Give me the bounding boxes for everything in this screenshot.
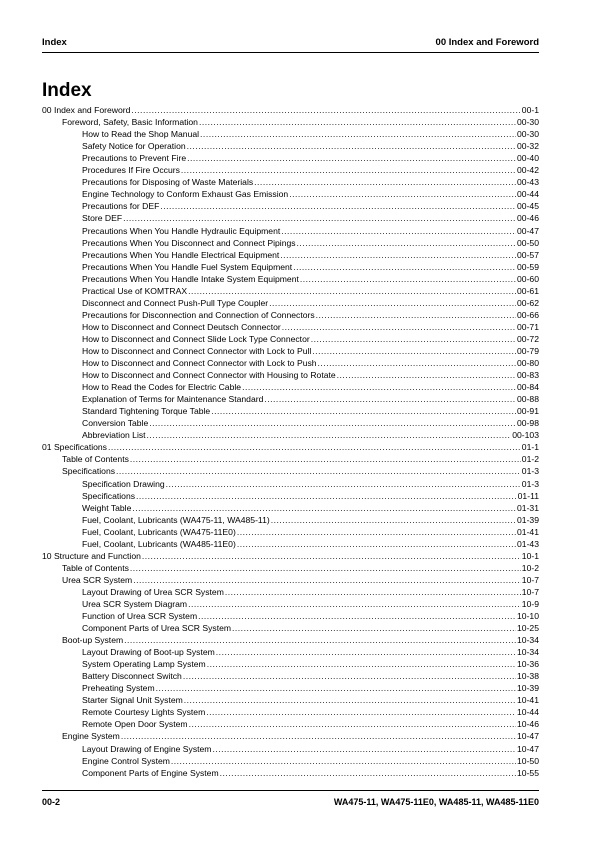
page-footer	[42, 797, 539, 807]
index-entry[interactable]	[42, 610, 539, 622]
index-entry-page: 10-39	[517, 683, 539, 694]
dot-leader	[187, 152, 516, 164]
dot-leader	[211, 405, 516, 417]
dot-leader	[171, 755, 516, 767]
index-entry-label: Weight Table	[82, 502, 132, 513]
index-entry-label: Fuel, Coolant, Lubricants (WA485-11E0)	[82, 538, 236, 549]
index-entry[interactable]	[42, 767, 539, 779]
index-entry-page: 10-47	[517, 731, 539, 742]
index-entry-page: 10-41	[517, 695, 539, 706]
index-entry-page: 00-45	[517, 201, 539, 212]
index-entry-label: Procedures If Fire Occurs	[82, 165, 180, 176]
index-entry[interactable]	[42, 477, 539, 489]
dot-leader	[108, 441, 521, 453]
dot-leader	[254, 176, 516, 188]
index-entry[interactable]	[42, 755, 539, 767]
index-entry-label: How to Read the Shop Manual	[82, 129, 200, 140]
index-entry-page: 01-39	[517, 514, 539, 525]
index-entry[interactable]	[42, 188, 539, 200]
index-entry-label: Precautions for DEF	[82, 201, 160, 212]
index-entry[interactable]	[42, 453, 539, 465]
index-entry-label: Foreword, Safety, Basic Information	[62, 117, 198, 128]
index-entry-page: 10-38	[517, 671, 539, 682]
index-entry[interactable]	[42, 321, 539, 333]
index-entry-page: 01-31	[517, 502, 539, 513]
dot-leader	[187, 140, 516, 152]
index-entry-page: 00-47	[517, 225, 539, 236]
index-entry[interactable]	[42, 514, 539, 526]
index-entry[interactable]	[42, 550, 539, 562]
index-entry-label: Component Parts of Engine System	[82, 767, 219, 778]
index-entry[interactable]	[42, 706, 539, 718]
index-entry[interactable]	[42, 152, 539, 164]
dot-leader	[136, 490, 517, 502]
index-entry[interactable]	[42, 381, 539, 393]
index-entry-page: 01-43	[517, 538, 539, 549]
index-entry-page: 00-84	[517, 382, 539, 393]
index-entry[interactable]	[42, 224, 539, 236]
index-entry-page: 00-32	[517, 141, 539, 152]
dot-leader	[160, 200, 516, 212]
index-entry-page: 00-30	[517, 117, 539, 128]
index-entry[interactable]	[42, 574, 539, 586]
dot-leader	[149, 417, 516, 429]
index-entry-label: Engine Technology to Conform Exhaust Gas Emission	[82, 189, 289, 200]
index-entry-label: Remote Courtesy Lights System	[82, 707, 206, 718]
index-entry-page: 00-88	[517, 394, 539, 405]
index-entry-page: 10-7	[521, 574, 539, 585]
index-entry-label: Boot-up System	[62, 635, 124, 646]
index-entry[interactable]	[42, 164, 539, 176]
index-entry-page: 00-44	[517, 189, 539, 200]
index-entry[interactable]	[42, 237, 539, 249]
index-entry-page: 00-59	[517, 261, 539, 272]
index-entry-label: Precautions for Disconnection and Connection of Connectors	[82, 309, 315, 320]
index-entry-label: Precautions When You Handle Fuel System Equipment	[82, 261, 293, 272]
index-entry[interactable]	[42, 742, 539, 754]
index-entry-page: 10-1	[521, 550, 539, 561]
dot-leader	[264, 393, 516, 405]
index-entry-page: 01-41	[517, 526, 539, 537]
index-entry-page: 10-47	[517, 743, 539, 754]
index-entry-page: 00-103	[512, 430, 539, 441]
index-entry-label: Store DEF	[82, 213, 123, 224]
index-entry[interactable]	[42, 116, 539, 128]
dot-leader	[188, 285, 516, 297]
index-entry-label: Layout Drawing of Engine System	[82, 743, 212, 754]
index-entry-label: Explanation of Terms for Maintenance Standard	[82, 394, 264, 405]
dot-leader	[142, 550, 521, 562]
index-entry[interactable]	[42, 562, 539, 574]
page-number: 00-2	[42, 797, 61, 807]
dot-leader	[130, 453, 521, 465]
index-entry[interactable]	[42, 634, 539, 646]
index-entry-label: How to Disconnect and Connect Connector with Lock to Pull	[82, 345, 312, 356]
dot-leader	[232, 622, 516, 634]
dot-leader	[300, 273, 516, 285]
index-entry[interactable]	[42, 417, 539, 429]
dot-leader	[188, 598, 521, 610]
index-entry[interactable]	[42, 128, 539, 140]
index-entry[interactable]	[42, 622, 539, 634]
index-entry-label: Disconnect and Connect Push-Pull Type Coupler	[82, 297, 269, 308]
index-entry-page: 10-9	[521, 598, 539, 609]
index-entry-page: 10-10	[517, 611, 539, 622]
dot-leader	[289, 188, 516, 200]
index-entry-page: 00-80	[517, 358, 539, 369]
index-entry-page: 01-11	[517, 490, 539, 501]
index-entry-label: Urea SCR System Diagram	[82, 598, 188, 609]
dot-leader	[282, 321, 516, 333]
index-entry-page: 10-34	[517, 647, 539, 658]
dot-leader	[242, 381, 516, 393]
index-entry[interactable]	[42, 718, 539, 730]
index-entry-label: Precautions When You Handle Hydraulic Equipment	[82, 225, 281, 236]
index-entry-page: 00-46	[517, 213, 539, 224]
index-entry-page: 00-1	[521, 105, 539, 116]
dot-leader	[121, 730, 516, 742]
index-entry-label: Component Parts of Urea SCR System	[82, 623, 232, 634]
dot-leader	[220, 767, 516, 779]
index-entry[interactable]	[42, 658, 539, 670]
dot-leader	[133, 574, 521, 586]
dot-leader	[147, 429, 512, 441]
index-entry-label: Table of Contents	[62, 562, 129, 573]
index-entry[interactable]	[42, 333, 539, 345]
index-entry-label: Abbreviation List	[82, 430, 146, 441]
dot-leader	[293, 261, 516, 273]
dot-leader	[130, 562, 521, 574]
dot-leader	[200, 128, 516, 140]
index-entry[interactable]	[42, 502, 539, 514]
index-entry-page: 10-50	[517, 755, 539, 766]
index-entry-label: Engine Control System	[82, 755, 170, 766]
index-entry-page: 01-2	[521, 454, 539, 465]
index-entry-page: 01-3	[521, 478, 539, 489]
dot-leader	[131, 104, 520, 116]
index-entry[interactable]	[42, 538, 539, 550]
index-entry[interactable]	[42, 405, 539, 417]
index-entry-page: 00-91	[517, 406, 539, 417]
index-entry-label: Precautions When You Disconnect and Connect Pipings	[82, 237, 296, 248]
index-entry-page: 10-55	[517, 767, 539, 778]
index-entry-label: Engine System	[62, 731, 120, 742]
dot-leader	[316, 309, 516, 321]
dot-leader	[280, 249, 516, 261]
index-entry-label: Precautions for Disposing of Waste Materials	[82, 177, 254, 188]
dot-leader	[237, 538, 516, 550]
index-entry-label: How to Read the Codes for Electric Cable	[82, 382, 242, 393]
index-entry[interactable]	[42, 490, 539, 502]
index-entry-page: 00-72	[517, 333, 539, 344]
index-entry-page: 10-25	[517, 623, 539, 634]
index-entry[interactable]	[42, 309, 539, 321]
dot-leader	[156, 682, 516, 694]
dot-leader	[199, 116, 516, 128]
index-entry-label: 10 Structure and Function	[42, 550, 141, 561]
index-entry-page: 00-40	[517, 153, 539, 164]
index-entry-page: 10-36	[517, 659, 539, 670]
index-entry-page: 00-61	[517, 285, 539, 296]
index-entry-page: 00-42	[517, 165, 539, 176]
dot-leader	[312, 345, 516, 357]
index-entry-label: System Operating Lamp System	[82, 659, 206, 670]
index-entry-label: Fuel, Coolant, Lubricants (WA475-11E0)	[82, 526, 236, 537]
index-entry-page: 00-79	[517, 345, 539, 356]
header-divider	[42, 52, 539, 53]
dot-leader	[311, 333, 516, 345]
index-entry[interactable]	[42, 441, 539, 453]
index-entry-label: Remote Open Door System	[82, 719, 188, 730]
index-entry-label: Table of Contents	[62, 454, 129, 465]
dot-leader	[116, 465, 521, 477]
index-entry[interactable]	[42, 249, 539, 261]
index-entry-label: Specifications	[82, 490, 136, 501]
index-entry[interactable]	[42, 586, 539, 598]
index-entry-label: Precautions When You Handle Electrical Equipment	[82, 249, 280, 260]
dot-leader	[206, 706, 516, 718]
index-entry-label: Precautions to Prevent Fire	[82, 153, 187, 164]
index-entry-page: 10-2	[521, 562, 539, 573]
index-list	[42, 104, 539, 779]
index-entry-page: 00-43	[517, 177, 539, 188]
index-entry-label: How to Disconnect and Connect Connector with Lock to Push	[82, 358, 317, 369]
index-entry-page: 00-71	[517, 321, 539, 332]
index-entry-page: 10-34	[517, 635, 539, 646]
dot-leader	[124, 634, 516, 646]
footer-divider	[42, 790, 539, 791]
index-entry-page: 00-66	[517, 309, 539, 320]
index-entry[interactable]	[42, 670, 539, 682]
dot-leader	[189, 718, 516, 730]
dot-leader	[132, 502, 516, 514]
index-entry[interactable]	[42, 598, 539, 610]
index-entry[interactable]	[42, 357, 539, 369]
dot-leader	[337, 369, 516, 381]
index-entry-label: 01 Specifications	[42, 442, 107, 453]
index-entry-page: 00-83	[517, 370, 539, 381]
index-entry-label: 00 Index and Foreword	[42, 105, 131, 116]
index-entry-page: 00-98	[517, 418, 539, 429]
index-entry-page: 00-30	[517, 129, 539, 140]
index-entry[interactable]	[42, 285, 539, 297]
index-entry[interactable]	[42, 345, 539, 357]
index-entry-label: Practical Use of KOMTRAX	[82, 285, 188, 296]
dot-leader	[271, 514, 516, 526]
index-entry-page: 10-44	[517, 707, 539, 718]
index-entry-label: Precautions When You Handle Intake System Equipment	[82, 273, 299, 284]
page-title: Index	[42, 80, 92, 101]
dot-leader	[269, 297, 516, 309]
index-entry[interactable]	[42, 393, 539, 405]
header-section-label: Index	[42, 37, 67, 48]
index-entry-label: Starter Signal Unit System	[82, 695, 183, 706]
index-entry[interactable]	[42, 212, 539, 224]
dot-leader	[212, 743, 516, 755]
index-entry[interactable]	[42, 140, 539, 152]
index-entry-label: Fuel, Coolant, Lubricants (WA475-11, WA485-11)	[82, 514, 270, 525]
index-entry[interactable]	[42, 465, 539, 477]
dot-leader	[166, 478, 521, 490]
index-entry[interactable]	[42, 730, 539, 742]
dot-leader	[225, 586, 521, 598]
index-entry[interactable]	[42, 694, 539, 706]
index-entry-label: Urea SCR System	[62, 574, 133, 585]
index-entry-label: Function of Urea SCR System	[82, 611, 198, 622]
index-entry-label: Battery Disconnect Switch	[82, 671, 182, 682]
index-entry-label: How to Disconnect and Connect Deutsch Connector	[82, 321, 281, 332]
index-entry-label: Specifications	[62, 466, 116, 477]
index-entry-label: Standard Tightening Torque Table	[82, 406, 211, 417]
index-entry-page: 10-7	[521, 586, 539, 597]
index-entry[interactable]	[42, 200, 539, 212]
dot-leader	[318, 357, 516, 369]
index-entry-page: 00-50	[517, 237, 539, 248]
index-entry[interactable]	[42, 429, 539, 441]
index-entry-page: 01-1	[521, 442, 539, 453]
index-entry[interactable]	[42, 176, 539, 188]
index-entry-label: How to Disconnect and Connect Connector with Housing to Rotate	[82, 370, 336, 381]
dot-leader	[207, 658, 516, 670]
dot-leader	[297, 237, 516, 249]
index-entry-label: Preheating System	[82, 683, 155, 694]
index-entry[interactable]	[42, 261, 539, 273]
index-entry[interactable]	[42, 682, 539, 694]
page-header	[42, 37, 539, 51]
index-entry-label: Conversion Table	[82, 418, 149, 429]
index-entry-label: Layout Drawing of Urea SCR System	[82, 586, 224, 597]
index-entry[interactable]	[42, 104, 539, 116]
index-entry-page: 10-46	[517, 719, 539, 730]
index-entry-page: 01-3	[521, 466, 539, 477]
index-entry-page: 00-60	[517, 273, 539, 284]
index-entry-page: 00-57	[517, 249, 539, 260]
index-entry-page: 00-62	[517, 297, 539, 308]
index-entry-label: Safety Notice for Operation	[82, 141, 186, 152]
dot-leader	[281, 225, 516, 237]
dot-leader	[198, 610, 516, 622]
dot-leader	[216, 646, 516, 658]
model-list: WA475-11, WA475-11E0, WA485-11, WA485-11E0	[333, 797, 539, 807]
index-entry[interactable]	[42, 369, 539, 381]
index-entry[interactable]	[42, 526, 539, 538]
dot-leader	[123, 212, 516, 224]
dot-leader	[184, 694, 516, 706]
index-entry-label: How to Disconnect and Connect Slide Lock Type Connector	[82, 333, 310, 344]
header-chapter-label: 00 Index and Foreword	[435, 37, 539, 48]
index-entry[interactable]	[42, 646, 539, 658]
index-entry[interactable]	[42, 273, 539, 285]
dot-leader	[181, 164, 516, 176]
index-entry-label: Layout Drawing of Boot-up System	[82, 647, 215, 658]
dot-leader	[237, 526, 516, 538]
index-entry-label: Specification Drawing	[82, 478, 165, 489]
dot-leader	[183, 670, 516, 682]
index-entry[interactable]	[42, 297, 539, 309]
